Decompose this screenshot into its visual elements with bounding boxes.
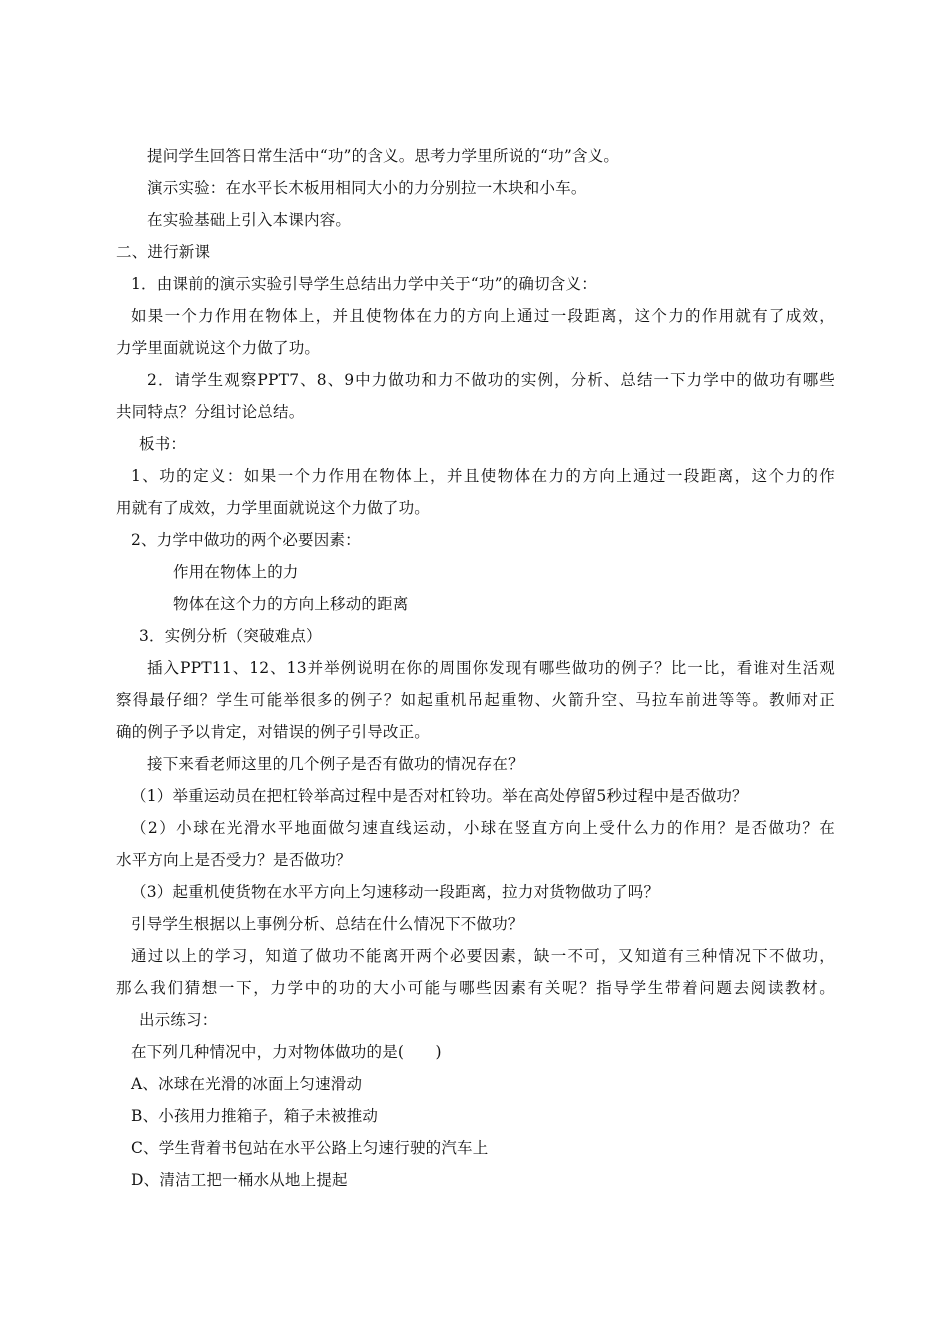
question-text: 在下列几种情况中，力对物体做功的是( ) xyxy=(131,1043,442,1061)
text-line: 1、功的定义：如果一个力作用在物体上，并且使物体在力的方向上通过一段距离，这个力的作 xyxy=(131,467,835,485)
option-b: B、小孩用力推箱子，箱子未被推动 xyxy=(131,1107,379,1125)
text-line: 作用在物体上的力 xyxy=(173,563,299,581)
text-line: （1）举重运动员在把杠铃举高过程中是否对杠铃功。举在高处停留5秒过程中是否做功？ xyxy=(131,787,748,805)
option-d: D、清洁工把一桶水从地上提起 xyxy=(131,1171,348,1189)
section-heading: 二、进行新课 xyxy=(116,243,211,261)
text-line: 插入PPT11、12、13并举例说明在你的周围你发现有哪些做功的例子？比一比，看谁对生活观 xyxy=(147,659,835,677)
text-line: 在实验基础上引入本课内容。 xyxy=(147,211,352,229)
text-line: 出示练习： xyxy=(139,1011,218,1029)
text-line: 2．请学生观察PPT7、8、9中力做功和力不做功的实例，分析、总结一下力学中的做功有哪些 xyxy=(147,371,835,389)
option-a: A、冰球在光滑的冰面上匀速滑动 xyxy=(131,1075,363,1093)
text-line: 力学里面就说这个力做了功。 xyxy=(116,339,321,357)
text-line: 提问学生回答日常生活中“功”的含义。思考力学里所说的“功”含义。 xyxy=(147,147,620,165)
text-line: 共同特点？分组讨论总结。 xyxy=(116,403,305,421)
text-line: 用就有了成效，力学里面就说这个力做了功。 xyxy=(116,499,431,517)
text-line: 通过以上的学习，知道了做功不能离开两个必要因素，缺一不可，又知道有三种情况下不做功， xyxy=(131,947,835,965)
text-line: 演示实验：在水平长木板用相同大小的力分别拉一木块和小车。 xyxy=(147,179,587,197)
text-line: 接下来看老师这里的几个例子是否有做功的情况存在？ xyxy=(147,755,524,773)
option-c: C、学生背着书包站在水平公路上匀速行驶的汽车上 xyxy=(131,1139,489,1157)
text-line: 板书： xyxy=(139,435,187,453)
text-line: 引导学生根据以上事例分析、总结在什么情况下不做功？ xyxy=(131,915,524,933)
text-line: 那么我们猜想一下，力学中的功的大小可能与哪些因素有关呢？指导学生带着问题去阅读教材。 xyxy=(116,979,835,997)
text-line: 3．实例分析（突破难点） xyxy=(139,627,322,645)
text-line: 1．由课前的演示实验引导学生总结出力学中关于“功”的确切含义： xyxy=(131,275,597,293)
text-line: 物体在这个力的方向上移动的距离 xyxy=(173,595,409,613)
text-line: （2）小球在光滑水平地面做匀速直线运动，小球在竖直方向上受什么力的作用？是否做功？在 xyxy=(131,819,835,837)
text-line: 水平方向上是否受力？是否做功？ xyxy=(116,851,352,869)
text-line: 如果一个力作用在物体上，并且使物体在力的方向上通过一段距离，这个力的作用就有了成效， xyxy=(131,307,835,325)
text-line: 确的例子予以肯定，对错误的例子引导改正。 xyxy=(116,723,431,741)
text-line: （3）起重机使货物在水平方向上匀速移动一段距离，拉力对货物做功了吗？ xyxy=(131,883,660,901)
text-line: 2、力学中做功的两个必要因素： xyxy=(131,531,361,549)
text-line: 察得最仔细？学生可能举很多的例子？如起重机吊起重物、火箭升空、马拉车前进等等。教师对正 xyxy=(116,691,835,709)
